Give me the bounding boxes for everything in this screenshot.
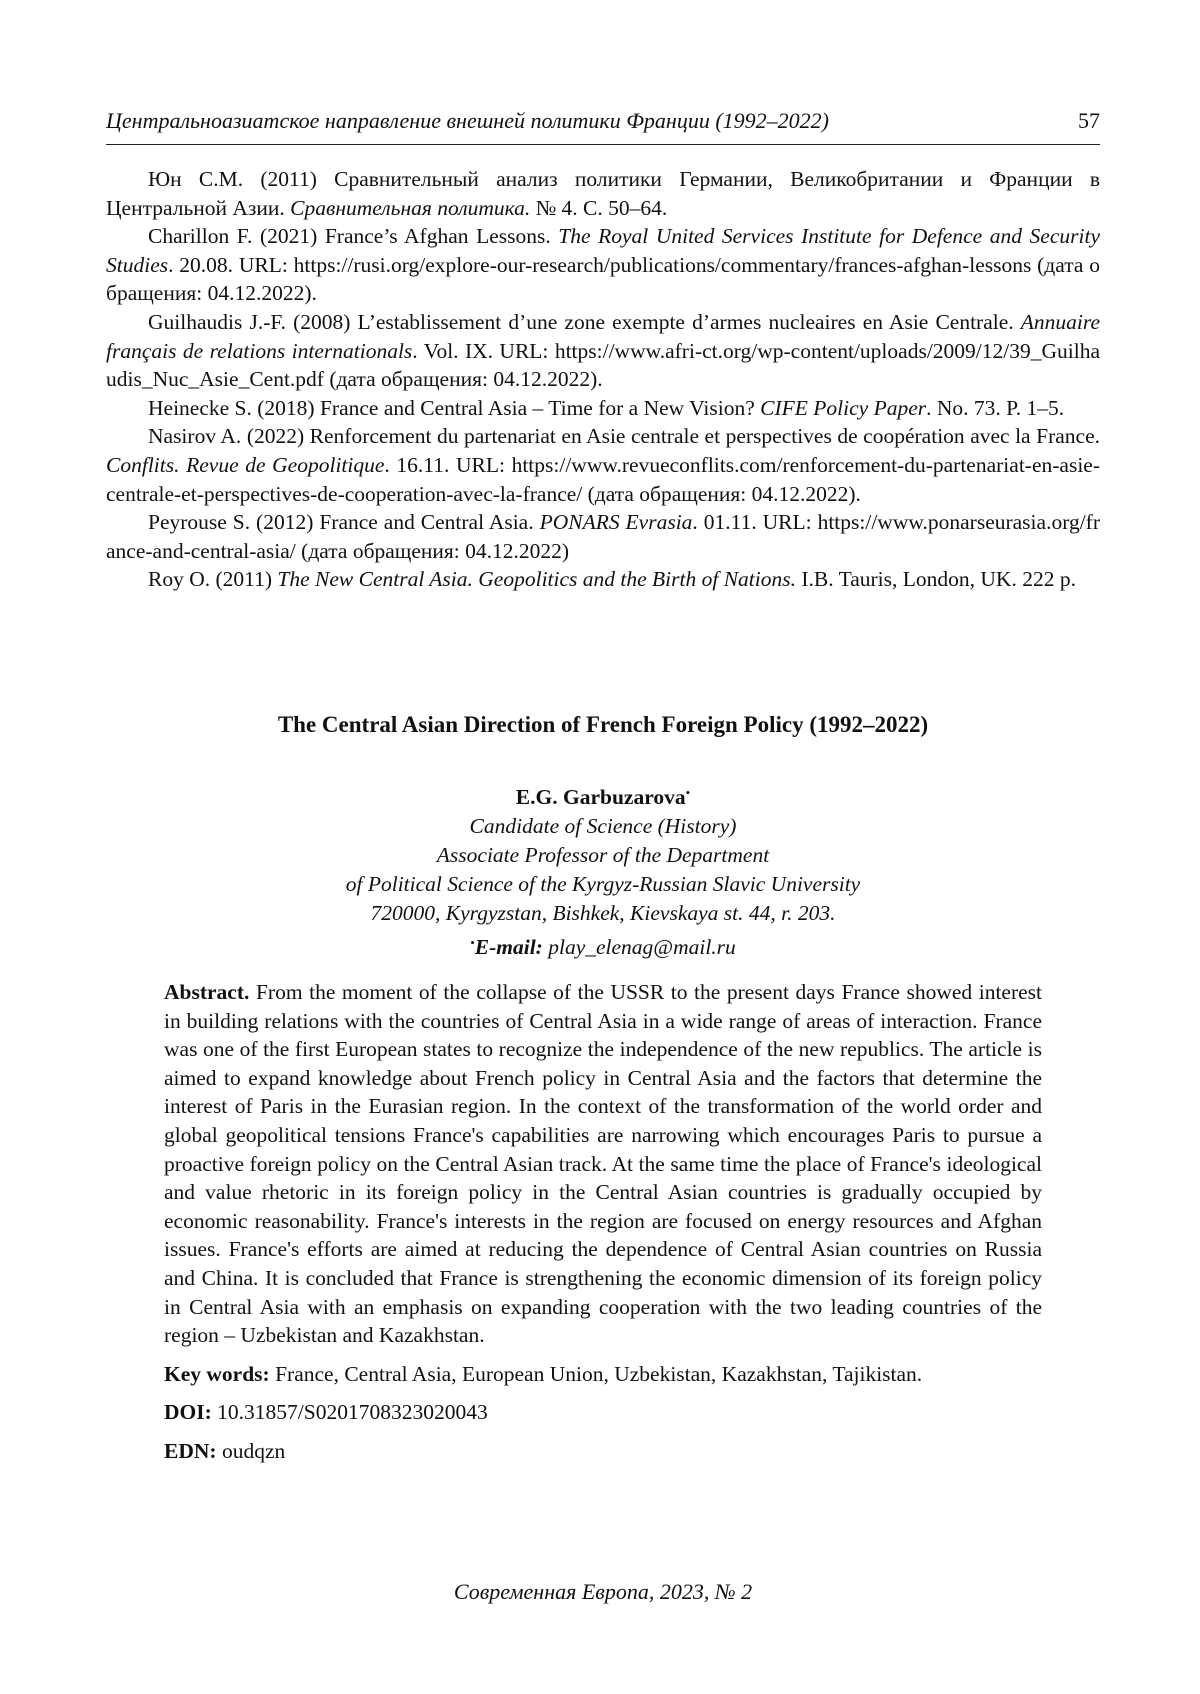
reference-text: Charillon F. (2021) France’s Afghan Lessons. — [148, 224, 559, 249]
running-header — [106, 104, 1100, 145]
email-label: E-mail: — [474, 935, 543, 959]
running-title: Центральноазиатское направление внешней политики Франции (1992–2022) — [106, 108, 829, 133]
keywords-paragraph — [164, 1360, 1042, 1389]
author-affiliation: of Political Science of the Kyrgyz-Russian Slavic University — [345, 872, 861, 896]
journal-footer: Современная Европа, 2023, № 2 — [453, 1579, 753, 1604]
doi-label: DOI: — [164, 1400, 212, 1425]
reference-item — [106, 308, 1100, 394]
author-name-line — [106, 778, 1100, 812]
abstract-paragraph — [164, 978, 1042, 1350]
reference-text: Юн С.М. (2011) Сравнительный анализ политики Германии, Великобритании и Франции в Центральной Азии. — [106, 167, 1100, 220]
keywords-label: Key words: — [164, 1361, 270, 1386]
reference-text: Nasirov A. (2022) Renforcement du partenariat en Asie centrale et perspectives de coopération avec la France. — [148, 424, 1100, 449]
reference-text: Guilhaudis J.-F. (2008) L’establissement d’une zone exempte d’armes nucleaires en Asie Centrale. — [148, 309, 1021, 334]
page-number: 57 — [1078, 108, 1100, 133]
reference-details: I.B. Tauris, London, UK. 222 p. — [795, 567, 1076, 592]
reference-item — [106, 165, 1100, 222]
doi-value[interactable]: 10.31857/S0201708323020043 — [217, 1400, 488, 1425]
reference-text: Heinecke S. (2018) France and Central Asia – Time for a New Vision? — [148, 395, 761, 420]
reference-details: . 01.11. URL: https://www.ponarseurasia.org/france-and-central-asia/ (дата обращения: 04.12.2022) — [106, 510, 1101, 563]
edn-paragraph — [164, 1437, 1042, 1466]
reference-source: Сравнительная политика. — [290, 195, 531, 220]
author-position: Associate Professor of the Department — [436, 843, 770, 867]
reference-details: . 20.08. URL: https://rusi.org/explore-our-research/publications/commentary/frances-afghan-lessons (дата обращения: 04.12.2022). — [106, 252, 1100, 306]
reference-text: Peyrouse S. (2012) France and Central Asia. — [148, 510, 540, 535]
email-link[interactable]: play_elenag@mail.ru — [548, 935, 736, 959]
reference-item — [106, 394, 1100, 423]
abstract-block — [164, 978, 1042, 1476]
reference-item — [106, 508, 1100, 565]
reference-source: CIFE Policy Paper — [760, 395, 927, 420]
reference-source: Conflits. Revue de Geopolitique — [106, 452, 385, 477]
reference-item — [106, 422, 1100, 508]
abstract-text: From the moment of the collapse of the USSR to the present days France showed interest in building relations with the countries of Central Asia in a wide range of areas of interaction. France was one of the first European states to recognize the independence of the new republics. The article is aimed to expand knowledge about French policy in Central Asia and the factors that determine the interest of Paris in the Eurasian region. In the context of the transformation of the world order and global geopolitical tensions France's capabilities are narrowing which encourages Paris to pursue a proactive foreign policy on the Central Asian track. At the same time the place of France's ideological and value rhetoric in its foreign policy in the Central Asian countries is gradually occupied by economic reasonability. France's interests in the region are focused on energy resources and Afghan issues. France's efforts are aimed at reducing the dependence of Central Asian countries on Russia and China. It is concluded that France is strengthening the economic dimension of its foreign policy in Central Asia with an emphasis on expanding cooperation with the two leading countries of the region – Uzbekistan and Kazakhstan. — [164, 980, 1043, 1348]
edn-value: oudqzn — [221, 1438, 286, 1463]
author-block — [106, 778, 1100, 962]
reference-text: Roy O. (2011) — [148, 567, 278, 592]
author-email-line — [106, 928, 1100, 962]
email-footnote-mark: • — [470, 935, 475, 950]
author-name: E.G. Garbuzarova — [515, 785, 686, 809]
doi-paragraph — [164, 1398, 1042, 1427]
reference-details: . No. 73. P. 1–5. — [926, 395, 1065, 420]
reference-item — [106, 565, 1100, 594]
edn-label: EDN: — [164, 1438, 217, 1463]
reference-source: PONARS Evrasia — [539, 510, 693, 535]
author-address: 720000, Kyrgyzstan, Bishkek, Kievskaya st. 44, r. 203. — [370, 901, 836, 925]
keywords-text: France, Central Asia, European Union, Uzbekistan, Kazakhstan, Tajikistan. — [275, 1361, 923, 1386]
reference-item — [106, 222, 1100, 308]
reference-source: Annuaire français de relations internationals — [106, 309, 1100, 363]
reference-details: . 16.11. URL: https://www.revueconflits.com/renforcement-du-partenariat-en-asie-centrale-et-perspectives-de-cooperation-avec-la-france/ (дата обращения: 04.12.2022). — [106, 452, 1100, 506]
reference-list — [106, 165, 1100, 594]
reference-details: № 4. С. 50–64. — [530, 195, 668, 220]
article-title: The Central Asian Direction of French Foreign Policy (1992–2022) — [277, 712, 929, 737]
abstract-label: Abstract. — [164, 980, 250, 1004]
reference-details: . Vol. IX. URL: https://www.afri-ct.org/wp-content/uploads/2009/12/39_Guilhaudis_Nuc_Asie_Cent.pdf (дата обращения: 04.12.2022). — [106, 338, 1100, 392]
author-footnote-mark: • — [685, 785, 691, 800]
reference-source: The New Central Asia. Geopolitics and the Birth of Nations. — [277, 567, 796, 592]
reference-source: The Royal United Services Institute for Defence and Security Studies — [106, 224, 1100, 277]
author-degree: Candidate of Science (History) — [469, 814, 737, 838]
